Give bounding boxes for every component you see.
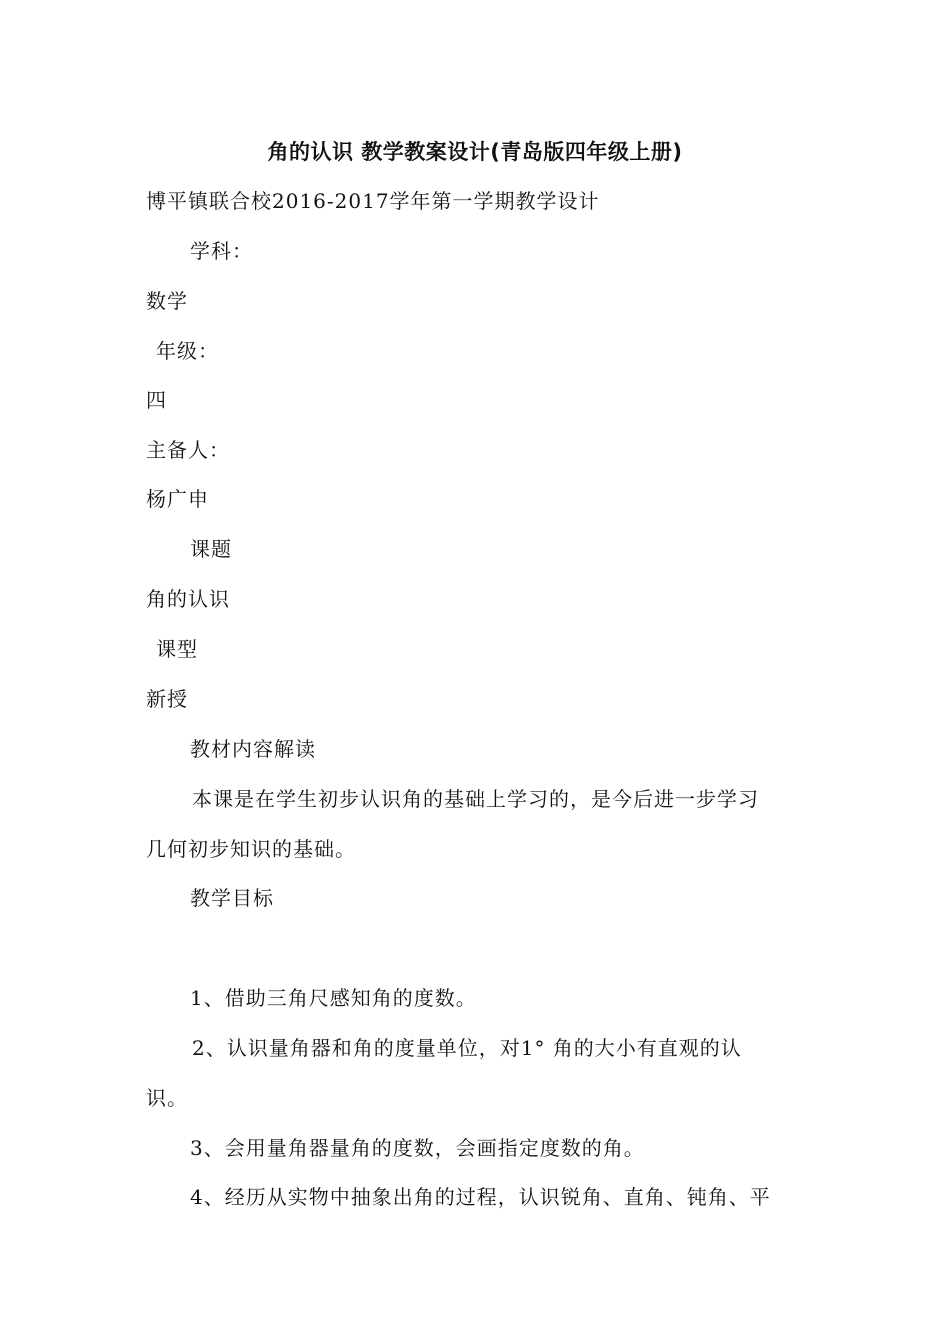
topic-value: 角的认识 [146,587,230,611]
author-label: 主备人： [146,438,230,462]
document-title: 角的认识 教学教案设计(青岛版四年级上册) [267,140,683,164]
content-heading: 教材内容解读 [190,737,316,761]
goals-heading: 教学目标 [190,886,274,910]
subject-value: 数学 [146,289,188,313]
content-paragraph-line1: 本课是在学生初步认识角的基础上学习的，是今后进一步学习 [192,787,759,811]
grade-value: 四 [146,388,167,412]
school-line: 博平镇联合校2016-2017学年第一学期教学设计 [146,189,600,213]
type-value: 新授 [146,687,188,711]
goal-3: 3、会用量角器量角的度数，会画指定度数的角。 [190,1136,645,1160]
goal-1: 1、借助三角尺感知角的度数。 [190,986,477,1010]
topic-label: 课题 [190,537,232,561]
goal-4: 4、经历从实物中抽象出角的过程，认识锐角、直角、钝角、平 [190,1185,771,1209]
author-value: 杨广申 [146,487,209,511]
grade-label: 年级： [156,339,219,363]
subject-label: 学科： [190,239,253,263]
goal-2-line2: 识。 [146,1086,188,1110]
goal-2-line1: 2、认识量角器和角的度量单位，对1° 角的大小有直观的认 [192,1036,742,1060]
content-paragraph-line2: 几何初步知识的基础。 [146,837,356,861]
type-label: 课型 [156,637,198,661]
